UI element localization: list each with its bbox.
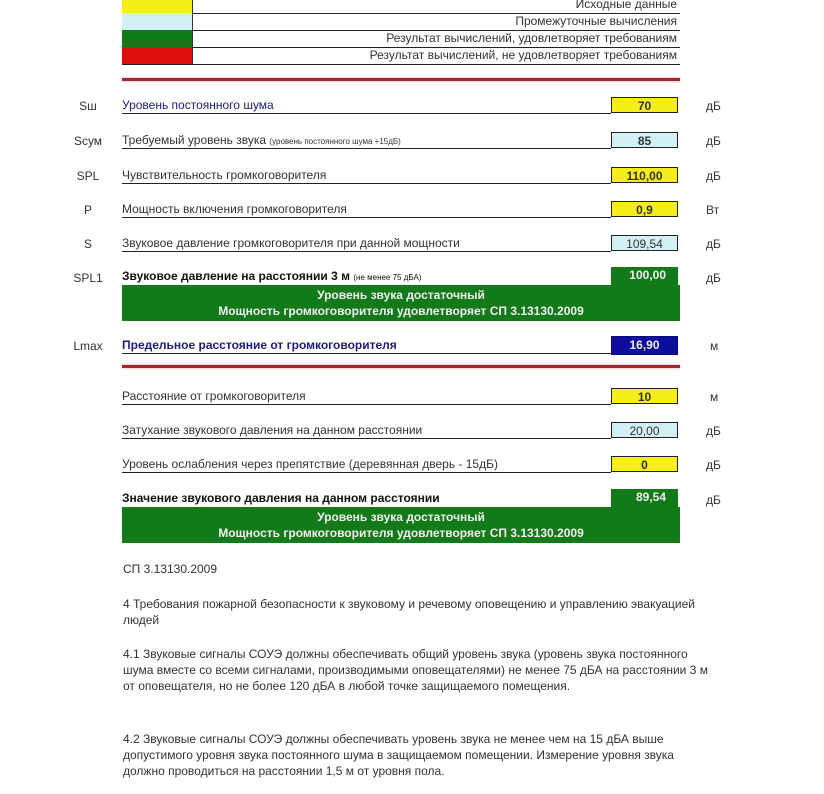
section-divider bbox=[122, 365, 680, 368]
section-divider bbox=[122, 78, 680, 81]
input-obstacle[interactable]: 0 bbox=[611, 456, 678, 472]
label-required-level bbox=[122, 132, 611, 149]
label-attenuation bbox=[122, 422, 611, 439]
label-pressure-3m bbox=[122, 268, 611, 284]
result-line2: Мощность громкоговорителя удовлетворяет СП 3.13130.2009 bbox=[218, 526, 584, 540]
value-pressure-at-distance: 89,54 bbox=[611, 489, 678, 508]
label-power bbox=[122, 201, 611, 218]
label-note: (не менее 75 дБА) bbox=[353, 273, 422, 282]
value-pressure-3m: 100,00 bbox=[611, 267, 678, 286]
result-box-distance bbox=[122, 507, 680, 543]
symbol-sh: Sш bbox=[79, 99, 97, 113]
symbol-ssum: Sсум bbox=[73, 134, 103, 148]
unit: дБ bbox=[706, 458, 721, 472]
label-text: Мощность включения громкоговорителя bbox=[122, 202, 347, 216]
legend-swatch-red bbox=[122, 47, 193, 64]
label-distance bbox=[122, 388, 611, 405]
reference-paragraph-4: 4 Требования пожарной безопасности к звуковому и речевому оповещению и управлению эвакуацией людей bbox=[123, 597, 695, 627]
label-note: (уровень постоянного шума +15дБ) bbox=[269, 137, 401, 146]
symbol-spl: SPL bbox=[76, 169, 100, 183]
label-text: Расстояние от громкоговорителя bbox=[122, 389, 306, 403]
label-text: Значение звукового давления на данном расстоянии bbox=[122, 491, 440, 505]
unit: дБ bbox=[706, 134, 721, 148]
label-text: Чувствительность громкоговорителя bbox=[122, 168, 327, 182]
legend-label: Исходные данные bbox=[575, 0, 677, 11]
value-max-distance: 16,90 bbox=[611, 336, 678, 355]
value-sound-pressure: 109,54 bbox=[611, 235, 678, 251]
legend-swatch-green bbox=[122, 30, 193, 47]
result-box-3m bbox=[122, 285, 680, 321]
label-text: Звуковое давление громкоговорителя при данной мощности bbox=[122, 236, 460, 250]
label-text: Уровень постоянного шума bbox=[122, 98, 274, 112]
legend-row-intermediate bbox=[122, 13, 680, 31]
legend-label: Результат вычислений, не удовлетворяет требованиям bbox=[369, 48, 677, 62]
reference-paragraph-4-1: 4.1 Звуковые сигналы СОУЭ должны обеспечивать общий уровень звука (уровень звука постоянного шума вместе со всеми сигналами, производимыми оповещателями) не менее 75 дБА на расстоянии 3 м от оповещателя, но не более 120 дБА в любой точке защищаемого помещения. bbox=[123, 647, 708, 693]
unit: м bbox=[710, 339, 719, 353]
result-line1: Уровень звука достаточный bbox=[317, 288, 485, 302]
unit: дБ bbox=[706, 424, 721, 438]
label-text: Предельное расстояние от громкоговорителя bbox=[122, 338, 397, 352]
label-text: Уровень ослабления через препятствие (деревянная дверь - 15дБ) bbox=[122, 457, 498, 471]
value-attenuation: 20,00 bbox=[611, 422, 678, 438]
unit: дБ bbox=[706, 493, 721, 507]
legend-swatch-cyan bbox=[122, 13, 193, 30]
label-sensitivity bbox=[122, 167, 611, 184]
label-noise-level bbox=[122, 97, 611, 114]
result-line1: Уровень звука достаточный bbox=[317, 510, 485, 524]
legend-row-fail bbox=[122, 47, 680, 65]
legend-row-input bbox=[122, 0, 680, 14]
label-text: Требуемый уровень звука bbox=[122, 133, 267, 147]
symbol-p: P bbox=[83, 203, 92, 217]
symbol-lmax: Lmax bbox=[73, 339, 103, 353]
unit: дБ bbox=[706, 237, 721, 251]
value-required-level: 85 bbox=[611, 132, 678, 148]
unit: дБ bbox=[706, 271, 721, 285]
symbol-s: S bbox=[83, 237, 92, 251]
unit: дБ bbox=[706, 99, 721, 113]
reference-paragraph-4-2: 4.2 Звуковые сигналы СОУЭ должны обеспечивать уровень звука не менее чем на 15 дБА выше допустимого уровня звука постоянного шума в защищаемом помещении. Измерение уровня звука должно проводиться на расстоянии 1,5 м от уровня пола. bbox=[123, 732, 674, 778]
legend-label: Результат вычислений, удовлетворяет требованиям bbox=[386, 31, 677, 45]
result-line2: Мощность громкоговорителя удовлетворяет СП 3.13130.2009 bbox=[218, 304, 584, 318]
unit: дБ bbox=[706, 169, 721, 183]
legend-swatch-yellow bbox=[122, 0, 193, 13]
label-sound-pressure bbox=[122, 235, 611, 252]
legend-label: Промежуточные вычисления bbox=[515, 14, 677, 28]
input-power[interactable]: 0,9 bbox=[611, 201, 678, 217]
label-max-distance bbox=[122, 337, 611, 354]
input-noise-level[interactable]: 70 bbox=[611, 97, 678, 113]
input-sensitivity[interactable]: 110,00 bbox=[611, 167, 678, 183]
label-pressure-at-distance bbox=[122, 490, 611, 506]
label-text: Затухание звукового давления на данном расстоянии bbox=[122, 423, 423, 437]
reference-title: СП 3.13130.2009 bbox=[123, 562, 218, 576]
unit: Вт bbox=[706, 203, 720, 217]
label-text: Звуковое давление на расстоянии 3 м bbox=[122, 269, 351, 283]
input-distance[interactable]: 10 bbox=[611, 388, 678, 404]
legend-row-ok bbox=[122, 30, 680, 48]
symbol-spl1: SPL1 bbox=[73, 271, 103, 285]
unit: м bbox=[710, 390, 719, 404]
label-obstacle bbox=[122, 456, 611, 473]
